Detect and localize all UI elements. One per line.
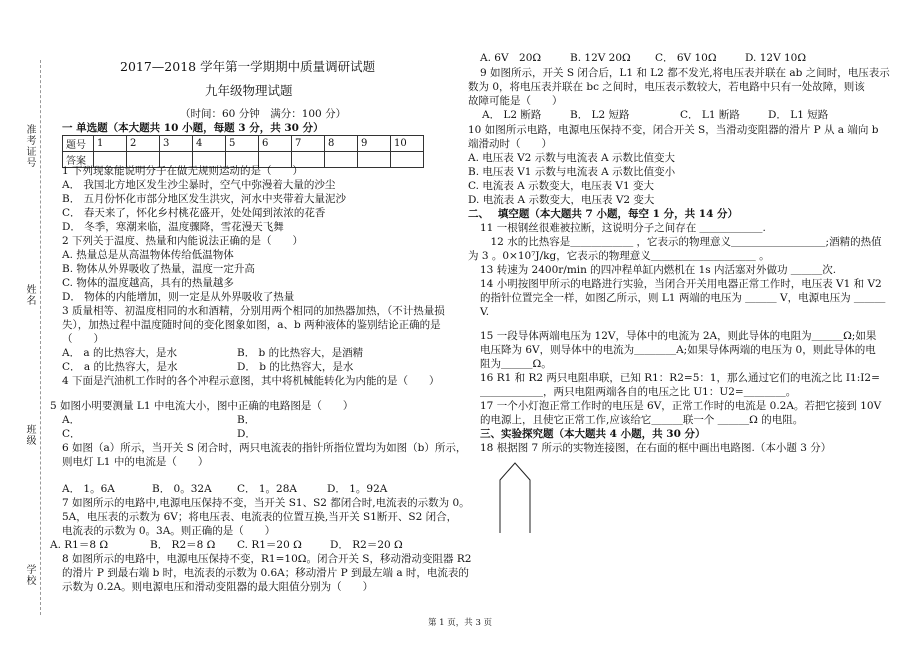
question-text: B. 物体从外界吸收了热量，温度一定升高 [62, 263, 255, 275]
exam-number-label: 准考证号 [26, 125, 37, 169]
option-text: D． R2＝20 Ω [330, 539, 403, 551]
question-text: 4 下面是汽油机工作时的各个冲程示意图，其中将机械能转化为内能的是（ ） [62, 375, 440, 387]
question-text: 6 如图（a）所示，当开关 S 闭合时，两只电流表的指针所指位置均为如图（b）所示， [62, 442, 467, 454]
option-text: C． 1。28A [237, 483, 297, 495]
table-cell: 1 [94, 136, 127, 152]
fill-text: 的指针位置完全一样，如图乙所示，则 L1 两端的电压为 ＿＿＿ V，电源电压为 ＿＿＿ [480, 292, 886, 304]
section-3-heading: 三、实验探究题（本大题共 4 小题，共 30 分） [480, 428, 706, 440]
table-cell: 10 [391, 136, 424, 152]
option-text: C. R1＝20 Ω [237, 539, 302, 551]
fill-text: 12 水的比热容是＿＿＿＿＿＿ ，它表示的物理意义＿＿＿＿＿＿＿＿＿;酒精的热值 [480, 236, 882, 248]
question-text: B． 五月份怀化市部分地区发生洪灾，河水中夹带着大量泥沙 [62, 193, 347, 205]
question-text: A． 我国北方地区发生沙尘暴时，空气中弥漫着大量的沙尘 [62, 179, 336, 191]
fill-text: 13 转速为 2400r/min 的四冲程单缸内燃机在 1s 内活塞对外做功 ＿＿＿次. [480, 264, 837, 276]
question-text: C． 春天来了，怀化乡村桃花盛开，处处闻到浓浓的花香 [62, 207, 326, 219]
option-text: B． b 的比热容大，是酒精 [237, 347, 364, 359]
figure-outline [500, 463, 530, 533]
table-cell: 5 [226, 136, 259, 152]
question-text: 失），加热过程中温度随时间的变化图象如图，a、b 两种液体的鉴别结论正确的是 [62, 319, 441, 331]
question-text: 3 质量相等、初温度相同的水和酒精，分别用两个相同的加热器加热，（不计热量损 [62, 305, 445, 317]
binding-line [40, 60, 41, 615]
answer-cell[interactable] [391, 152, 424, 168]
question-text: 8 如图所示的电路中，电源电压保持不变，R1=10Ω。闭合开关 S，移动滑动变阻器 R2 [62, 553, 472, 565]
question-text: 故障可能是（ ） [468, 95, 563, 107]
class-label: 班级 [26, 425, 37, 447]
table-cell: 4 [193, 136, 226, 152]
option-text: B. 电压表 V1 示数与电流表 A 示数比值变小 [468, 166, 676, 178]
question-text: 的滑片 P 到最右端 b 时，电流表的示数为 0.6A；移动滑片 P 到最左端 a 时，电流表的 [62, 567, 469, 579]
option-text: C. 电流表 A 示数变大，电压表 V1 变大 [468, 180, 655, 192]
option-text: C． 6V 10Ω [655, 52, 717, 64]
page-footer: 第 1 页，共 3 页 [427, 618, 493, 628]
exam-info: （时间：60 分钟 满分：100 分） [180, 108, 347, 120]
answer-table-header-row [63, 136, 424, 152]
question-text: 2 下列关于温度、热量和内能说法正确的是（ ） [62, 235, 304, 247]
school-label: 学校 [26, 565, 37, 587]
option-text: C． a 的比热容大，是水 [62, 361, 178, 373]
fill-text: 电压降为 6V，则导体中的电流为＿＿＿＿A;如果导体两端的电压为 0，则此导体的电 [480, 344, 876, 356]
question-text: 18 根据图 7 所示的实物连接图，在右面的框中画出电路图.（本小题 3 分） [480, 442, 832, 454]
exam-title: 2017—2018 学年第一学期期中质量调研试题 [120, 59, 376, 74]
table-cell: 8 [325, 136, 358, 152]
answer-cell[interactable] [325, 152, 358, 168]
option-text: D． b 的比热容大，是水 [237, 361, 354, 373]
table-cell: 7 [292, 136, 325, 152]
option-text: B． 0。32A [152, 483, 212, 495]
question-text: 5A，电压表的示数为 6V；将电压表、电流表的位置互换,当开关 S1断开、S2 闭合， [62, 511, 458, 523]
answer-cell[interactable] [358, 152, 391, 168]
answer-table [62, 135, 424, 168]
question-text: 端滑动时（ ） [468, 138, 552, 150]
question-text: D． 冬季，寒潮来临，温度骤降，雪花漫天飞舞 [62, 221, 284, 233]
fill-text: 11 一根钢丝很难被拉断，这说明分子之间存在 ＿＿＿＿＿＿. [480, 222, 766, 234]
fill-text: 阻为＿＿＿Ω。 [480, 358, 552, 370]
option-text: C． [62, 428, 81, 440]
fill-text: 16 R1 和 R2 两只电阻串联，已知 R1：R2=5：1，那么通过它们的电流之比 I1:I2= [480, 372, 880, 384]
question-text: 5 如图小明要测量 L1 中电流大小，图中正确的电路图是（ ） [50, 400, 354, 412]
option-text: A． [62, 414, 81, 426]
option-text: B． R2＝8 Ω [150, 539, 216, 551]
option-text: A． 1。6A [62, 483, 115, 495]
question-text: 10 如图所示电路，电源电压保持不变，闭合开关 S，当滑动变阻器的滑片 P 从 a 端向 b [468, 124, 879, 136]
question-text: 电流表的示数为 0。3A。则正确的是（ ） [62, 525, 276, 537]
question-text: 7 如图所示的电路中,电源电压保持不变，当开关 S1、S2 都闭合时,电流表的示数为 0。 [62, 497, 470, 509]
fill-text: V. [480, 306, 490, 318]
table-cell: 6 [259, 136, 292, 152]
circuit-figure [497, 455, 537, 535]
question-text: 示数为 0.2A。则电源电压和滑动变阻器的最大阻值分别为（ ） [62, 581, 374, 593]
fill-text: 15 一段导体两端电压为 12V，导体中的电流为 2A，则此导体的电阻为＿＿＿Ω;如果 [480, 330, 877, 342]
fill-text: 17 一个小灯泡正常工作时的电压是 6V，正常工作时的电流是 0.2A。若把它接到 10V [480, 400, 882, 412]
option-text: B． L2 短路 [570, 109, 630, 121]
option-text: A． a 的比热容大，是水 [62, 347, 178, 359]
fill-text: ＿＿＿＿＿＿，两只电阻两端各自的电压之比 U1：U2=＿＿＿＿。 [480, 386, 797, 398]
section-2-heading: 二、 填空题（本大题共 7 小题，每空 1 分，共 14 分） [468, 208, 739, 220]
table-cell: 3 [160, 136, 193, 152]
exam-subtitle: 九年级物理试题 [205, 83, 293, 98]
question-text: 1 下列现象能说明分子在做无规则运动的是（ ） [62, 165, 304, 177]
option-text: D． L1 短路 [768, 109, 829, 121]
table-cell: 答案 [63, 152, 94, 168]
option-text: A. R1＝8 Ω [50, 539, 109, 551]
question-text: C. 物体的温度越高，具有的热量越多 [62, 277, 234, 289]
table-cell: 9 [358, 136, 391, 152]
fill-text: 为 3 。0×10⁷J/kg，它表示的物理意义＿＿＿＿＿＿＿＿＿＿ 。 [468, 250, 770, 262]
option-text: A. 6V 20Ω [480, 52, 542, 64]
question-text: A. 热量总是从高温物体传给低温物体 [62, 249, 234, 261]
question-text: 则电灯 L1 中的电流是（ ） [62, 456, 209, 468]
fill-text: 14 小明按图甲所示的电路进行实验，当闭合开关用电器正常工作时，电压表 V1 和 V2 [480, 278, 882, 290]
section-1-heading: 一 单选题（本大题共 10 小题，每题 3 分，共 30 分） [62, 122, 324, 134]
question-text: D． 物体的内能增加，则一定是从外界吸收了热量 [62, 291, 295, 303]
table-cell: 题号 [63, 136, 94, 152]
table-cell: 2 [127, 136, 160, 152]
option-text: D． [237, 428, 256, 440]
option-text: D. 电流表 A 示数变大，电压表 V2 变大 [468, 194, 655, 206]
option-text: C． L1 断路 [680, 109, 740, 121]
name-label: 姓名 [26, 285, 37, 307]
option-text: B. 12V 20Ω [570, 52, 631, 64]
question-text: 数为 0，将电压表并联在 bc 之间时，电压表示数较大，若电路中只有一处故障，则该 [468, 81, 865, 93]
question-text: （ ） [62, 333, 104, 345]
option-text: A． L2 断路 [482, 109, 542, 121]
option-text: A. 电压表 V2 示数与电流表 A 示数比值变大 [468, 152, 675, 164]
fill-text: 的电源上，且使它正常工作,应该给它＿＿＿联一个 ＿＿＿Ω 的电阻。 [480, 414, 804, 426]
option-text: D. 12V 10Ω [745, 52, 807, 64]
option-text: B． [237, 414, 256, 426]
question-text: 9 如图所示，开关 S 闭合后，L1 和 L2 都不发光,将电压表并联在 ab 之间时，电压表示 [480, 67, 890, 79]
option-text: D． 1。92A [327, 483, 388, 495]
